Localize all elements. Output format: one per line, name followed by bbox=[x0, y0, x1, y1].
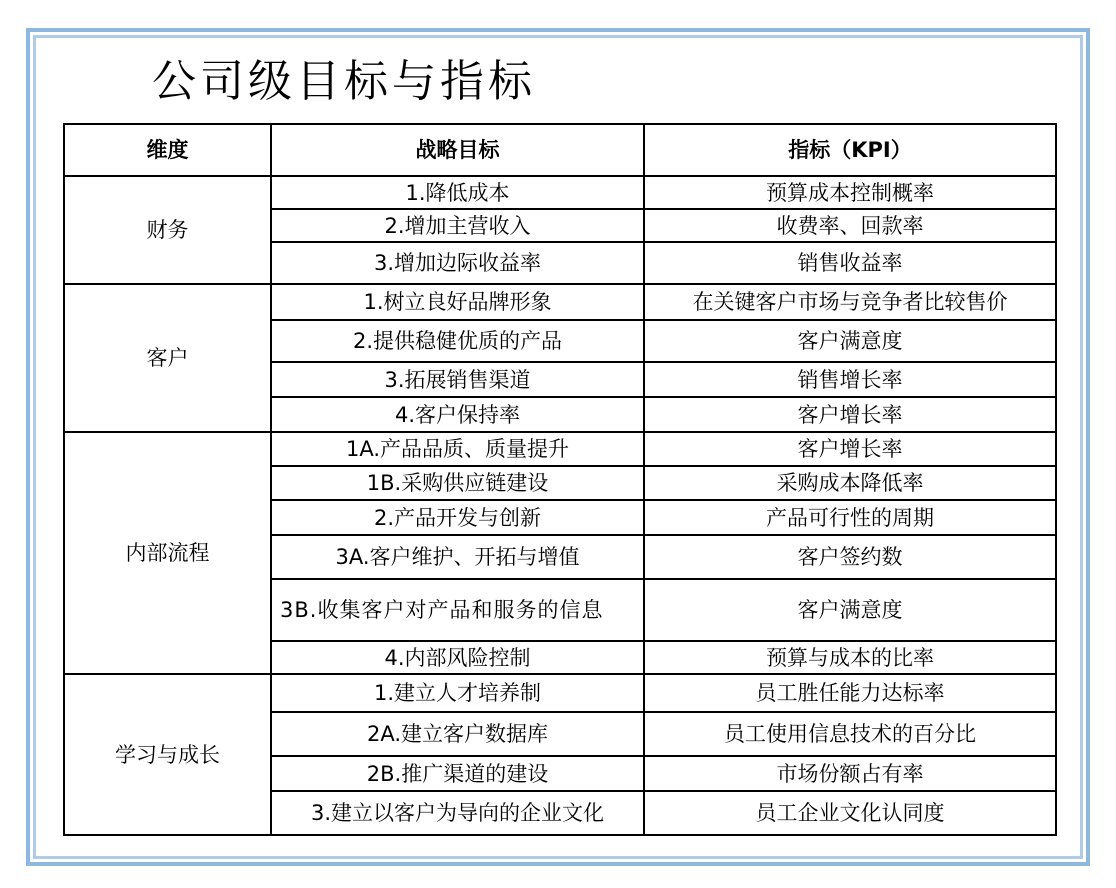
goal-cell: 3.拓展销售渠道 bbox=[271, 362, 644, 397]
dimension-cell: 内部流程 bbox=[64, 432, 271, 674]
goal-cell: 3B.收集客户对产品和服务的信息 bbox=[271, 579, 644, 641]
header-dimension: 维度 bbox=[64, 124, 271, 176]
goal-cell: 1.降低成本 bbox=[271, 176, 644, 209]
table-header-row bbox=[64, 124, 1056, 176]
kpi-cell: 销售增长率 bbox=[644, 362, 1056, 397]
goal-cell: 4.内部风险控制 bbox=[271, 641, 644, 674]
dimension-cell: 学习与成长 bbox=[64, 674, 271, 835]
goal-cell: 1A.产品品质、质量提升 bbox=[271, 432, 644, 466]
page-title: 公司级目标与指标 bbox=[152, 56, 536, 107]
kpi-cell: 预算成本控制概率 bbox=[644, 176, 1056, 209]
goal-cell: 2B.推广渠道的建设 bbox=[271, 756, 644, 791]
table-row bbox=[64, 674, 1056, 712]
header-strategic-goal: 战略目标 bbox=[271, 124, 644, 176]
kpi-cell: 销售收益率 bbox=[644, 242, 1056, 284]
kpi-cell: 客户增长率 bbox=[644, 397, 1056, 432]
kpi-cell: 产品可行性的周期 bbox=[644, 500, 1056, 535]
kpi-cell: 员工使用信息技术的百分比 bbox=[644, 712, 1056, 756]
goal-cell: 4.客户保持率 bbox=[271, 397, 644, 432]
kpi-cell: 员工胜任能力达标率 bbox=[644, 674, 1056, 712]
table-row bbox=[64, 432, 1056, 466]
table-row bbox=[64, 284, 1056, 320]
goal-cell: 3.建立以客户为导向的企业文化 bbox=[271, 791, 644, 835]
goal-cell: 2.增加主营收入 bbox=[271, 209, 644, 242]
goal-cell: 2A.建立客户数据库 bbox=[271, 712, 644, 756]
table-row bbox=[64, 176, 1056, 209]
kpi-cell: 在关键客户市场与竞争者比较售价 bbox=[644, 284, 1056, 320]
goals-kpi-table bbox=[63, 123, 1057, 836]
goal-cell: 2.产品开发与创新 bbox=[271, 500, 644, 535]
goal-cell: 1.建立人才培养制 bbox=[271, 674, 644, 712]
kpi-cell: 预算与成本的比率 bbox=[644, 641, 1056, 674]
kpi-cell: 市场份额占有率 bbox=[644, 756, 1056, 791]
kpi-cell: 客户签约数 bbox=[644, 535, 1056, 579]
kpi-cell: 客户满意度 bbox=[644, 320, 1056, 362]
kpi-cell: 客户增长率 bbox=[644, 432, 1056, 466]
goal-cell: 3.增加边际收益率 bbox=[271, 242, 644, 284]
kpi-cell: 收费率、回款率 bbox=[644, 209, 1056, 242]
dimension-cell: 财务 bbox=[64, 176, 271, 284]
kpi-cell: 员工企业文化认同度 bbox=[644, 791, 1056, 835]
goal-cell: 1.树立良好品牌形象 bbox=[271, 284, 644, 320]
goal-cell: 3A.客户维护、开拓与增值 bbox=[271, 535, 644, 579]
kpi-cell: 采购成本降低率 bbox=[644, 466, 1056, 500]
kpi-cell: 客户满意度 bbox=[644, 579, 1056, 641]
goal-cell: 1B.采购供应链建设 bbox=[271, 466, 644, 500]
dimension-cell: 客户 bbox=[64, 284, 271, 432]
goal-cell: 2.提供稳健优质的产品 bbox=[271, 320, 644, 362]
header-kpi: 指标（KPI） bbox=[644, 124, 1056, 176]
